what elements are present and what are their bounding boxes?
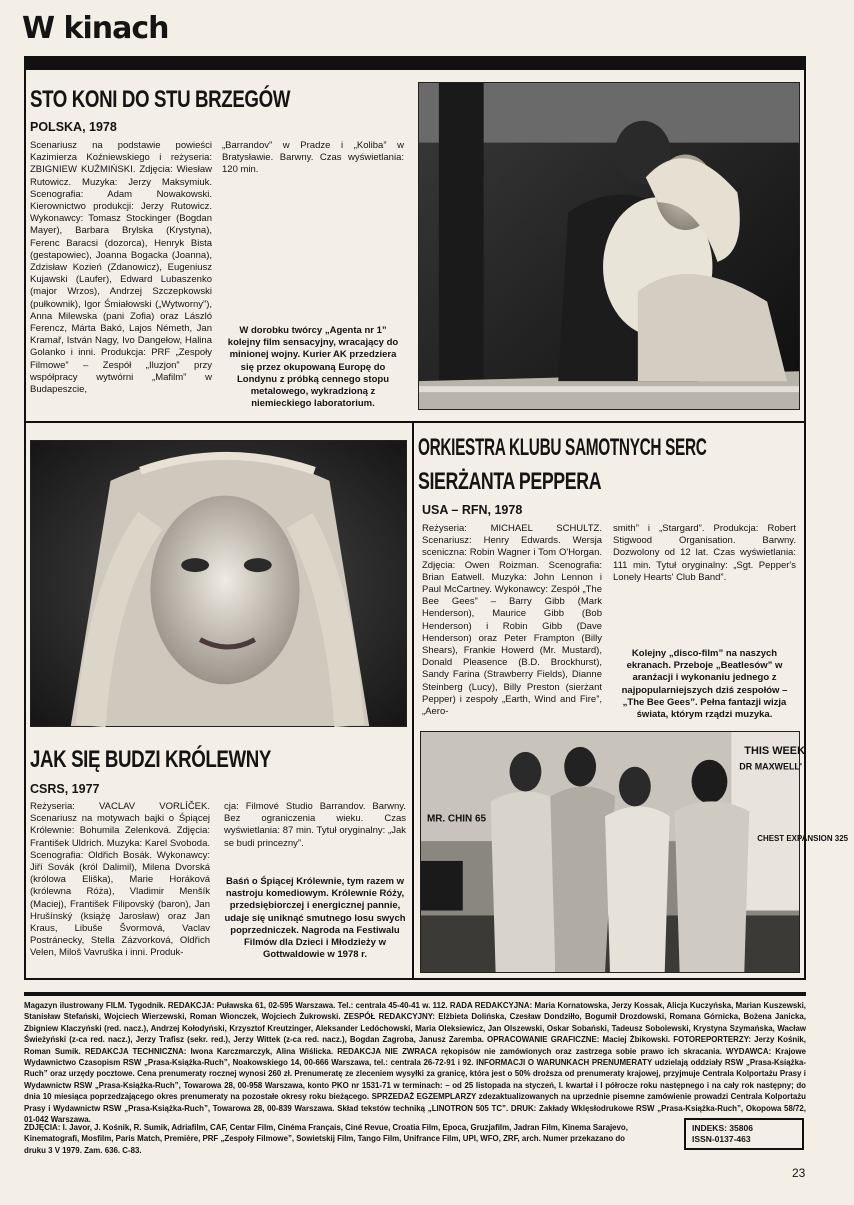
divider-horizontal-1 (24, 421, 806, 423)
section-title: W kinach (22, 11, 169, 46)
photo-credits: ZDJĘCIA: I. Javor, J. Kośnik, R. Sumik, Adriafilm, CAF, Centar Film, Cinéma Français, Ciné Revue, Croatia Film, Epoca, Gruzjafilm, Jadran Film, Kinema Sarajevo, Kinematografi, Mosfilm, Paris Match, Première, PRF „Zespoły Filmowe”, Sowietskij Film, Tango Film, Unifrance Film, UPI, WFO, ZRF, arch. Numer przekazano do druku 3 V 1979. Zam. 636. C-83. (24, 1123, 628, 1155)
article3-summary: Baśń o Śpiącej Królewnie, tym razem w nastroju komediowym. Królewnie Róży, przedsiębiorczej i energicznej pannie, udaje się uniknąć smutnego losu swych poprzedniczek. Nagroda na Festiwalu Filmów dla Dzieci i Młodzieży w Gottwaldowie w 1978 r. (224, 876, 406, 961)
article1-credits-col1: Scenariusz na podstawie powieści Kazimierza Koźniewskiego i reżyseria: ZBIGNIEW KUŹMIŃSKI. Zdjęcia: Wiesław Rutowicz. Muzyka: Jerzy Maksymiuk. Scenografia: Adam Nowakowski. Kierownictwo produkcji: Jerzy Rutowicz. Wykonawcy: Tomasz Stockinger (Bogdan Mayer), Barbara Brylska (Krystyna), Ferenc Baracsi (dozorca), Henryk Bista (gestapowiec), Joanna Bogacka (Joanna), Zdzisław Kozień (Zdanowicz), Eugeniusz Kujawski (Laufer), Edward Lubaszenko (major Wrzos), Andrzej Szczepkowski (pułkownik), Igor Śmiałowski („Wytworny”), Anna Milewska (pani Zofia) oraz László Ferencz, Márta Bakó, Lajos Németh, Jan Kramař, István Nagy, Ivo Dangełow, Halina Golanko i inni. Produkcja: PRF „Zespoły Filmowe” – Zespół „Iluzjon” przy współpracy wytwórni „Mafilm” w Budapeszcie, (30, 140, 212, 396)
article1-summary: W dorobku twórcy „Agenta nr 1” kolejny film sensacyjny, wracający do minionej wojny. Kurier AK przedziera się przez okupowaną Europę do Londynu z próbką cennego stopu metalowego, wykradzioną z niemieckiego laboratorium. (227, 325, 399, 410)
frame-bottom (24, 978, 806, 980)
issn-number: ISSN-0137-463 (692, 1134, 751, 1144)
masthead-text: Magazyn ilustrowany FILM. Tygodnik. REDAKCJA: Puławska 61, 02-595 Warszawa. Tel.: centrala 45-40-41 w. 112. RADA REDAKCYJNA: Maria Kornatowska, Jerzy Kossak, Alicja Kuczyńska, Marian Kuszewski, Stanisław Stefański, Wojciech Wierzewski, Roman Wionczek, Wojciech Żukrowski. ZESPÓŁ REDAKCYJNY: Elżbieta Dolińska, Czesław Dondziłło, Bogumił Drozdowski, Romana Górnicka, Bożena Janicka, Zbigniew Klaczyński (red. nacz.), Andrzej Kołodyński, Krzysztof Kreutzinger, Aleksander Ledóchowski, Maria Oleksiewicz, Jan Olszewski, Oskar Sobański, Tadeusz Sobolewski, Krystyna Szymańska, Wacław Świeżyński (z-ca red. nacz.), Jerzy Trafisz (sekr. red.), Jerzy Wittek (z-ca red. nacz.), Bogdan Zagroba, Janusz Zaremba. OPRACOWANIE GRAFICZNE: Maciej Żbikowski. FOTOREPORTERZY: Jerzy Kośnik, Roman Sumik. REDAKCJA TECHNICZNA: Iwona Karczmarczyk, Alina Wiślicka. REDAKCJA NIE ZWRACA rękopisów nie zamówionych oraz zastrzega sobie prawo ich skracania. WYDAWCA: Krajowe Wydawnictwo Czasopism RSW „Prasa-Książka-Ruch”, Noakowskiego 14, 00-666 Warszawa, tel.: centrala 26-72-91 i 92. INFORMACJI O WARUNKACH PRENUMERATY udzielają oddziały RSW „Prasa-Książka-Ruch” oraz urzędy pocztowe. Cena prenumeraty rocznej wynosi 260 zł. Prenumeratę ze zleceniem wysyłki za granicę, która jest o 50% droższa od prenumeraty krajowej, przyjmuje Centrala Kolportażu Prasy i Wydawnictw RSW „Prasa-Książka-Ruch”, Towarowa 28, 00-958 Warszawa, konto PKO nr 1531-71 w terminach: – od 25 listopada na styczeń, I. kwartał i I półrocze roku następnego i na cały rok następny; do dnia 10 miesiąca poprzedzającego okres prenumeraty na pozostałe okresy roku bieżącego. SPRZEDAŻ EGZEMPLARZY zdezaktualizowanych na uprzednie pisemne zamówienie prowadzi Centrala Kolportażu Prasy i Wydawnictw RSW „Prasa-Książka-Ruch”, Towarowa 28, 00-839 Warszawa. Skład tekstów techniką „LINOTRON 505 TC”. DRUK: Zakłady Wklęsłodrukowe RSW „Prasa-Książka-Ruch”, Okopowa 58/72, 01-042 Warszawa. (24, 1001, 806, 1125)
indeks-box (684, 1118, 804, 1150)
footer-rule (24, 992, 806, 996)
article2-credits-col2: smith” i „Stargard”. Produkcja: Robert Stigwood Organisation. Barwny. Dozwolony od 12 lat. Czas wyświetlania: 111 min. Tytuł oryginalny: „Sgt. Pepper's Lonely Hearts' Club Band”. (613, 523, 796, 583)
article1-photo (418, 82, 800, 410)
photo-sign-chest-expansion: CHEST EXPANSION 325 (757, 834, 849, 844)
article3-title: JAK SIĘ BUDZI KRÓLEWNY (30, 746, 272, 773)
article3-credits-col2: cja: Filmové Studio Barrandov. Barwny. Bez ograniczenia wieku. Czas wyświetlania: 87 min. Tytuł oryginalny: „Jak se budi princezny”. (224, 801, 406, 849)
article3-credits-col1: Reżyseria: VACLAV VORLÍČEK. Scenariusz na motywach bajki o Śpiącej Królewnie: Bohumila Zelenková. Zdjęcia: František Uldrich. Muzyka: Karel Svoboda. Scenografia: Oldřich Bosák. Wykonawcy: Jiří Sovák (król Dalimil), Milena Dvorská (królowa Eliška), Marie Horáková (królewna Róża), Vladimir Menšík (Maciej), František Filipovský (baron), Jan Hrušínský (książę Jarosław) oraz Jan Kraus, Libuše Švormová, Vaclav Postránecky, Stella Zázvorková, Oldřich Velen, Miloš Vavruška i inni. Produk- (30, 801, 210, 959)
article1-country-year: POLSKA, 1978 (30, 120, 117, 134)
article3-country-year: CSRS, 1977 (30, 782, 100, 796)
page-number: 23 (792, 1166, 806, 1180)
frame-left (24, 56, 26, 980)
article2-title-line1: ORKIESTRA KLUBU SAMOTNYCH SERC (418, 434, 707, 461)
article2-title-line2: SIERŻANTA PEPPERA (418, 468, 602, 495)
article2-country-year: USA – RFN, 1978 (422, 503, 523, 517)
article2-photo (420, 731, 849, 973)
article1-credits-col2: „Barrandov” w Pradze i „Koliba” w Bratysławie. Barwny. Czas wyświetlania: 120 min. (222, 140, 404, 176)
photo-sign-this-week: THIS WEEK (744, 744, 805, 757)
top-bar (24, 56, 806, 70)
photo-sign-mr-chin: MR. CHIN 65 (426, 813, 487, 825)
photo-sign-dr-maxwell: DR MAXWELL' (739, 761, 803, 772)
article3-photo (30, 440, 407, 727)
article1-title: STO KONI DO STU BRZEGÓW (30, 86, 291, 113)
article2-summary: Kolejny „disco-film” na naszych ekranach. Przeboje „Beatlesów” w aranżacji i wykonaniu jednego z najpopularniejszych dziś zespołów – „The Bee Gees”. Pełna fantazji wizja świata, którym rządzi muzyka. (621, 648, 788, 721)
indeks-number: INDEKS: 35806 (692, 1123, 753, 1133)
divider-vertical (412, 421, 414, 979)
article2-credits-col1: Reżyseria: MICHAEL SCHULTZ. Scenariusz: Henry Edwards. Wersja sceniczna: Robin Wagner i Tom O'Horgan. Zdjęcia: Owen Roizman. Scenografia: Brian Eatwell. Muzyka: John Lennon i Paul McCartney. Wykonawcy: Zespół „The Bee Gees” – Barry Gibb (Mark Henderson), Maurice Gibb (Bob Henderson) i Robin Gibb (Dave Henderson) oraz Peter Frampton (Billy Shears), Frankie Howerd (Mr. Mustard), Donald Pleasence (B.D. Brockhurst), Sandy Farina (Strawberry Fields), Dianne Steinberg (Lucy), Billy Preston (sierżant Pepper) i zespoły „Earth, Wind and Fire”, „Aero- (422, 523, 602, 718)
